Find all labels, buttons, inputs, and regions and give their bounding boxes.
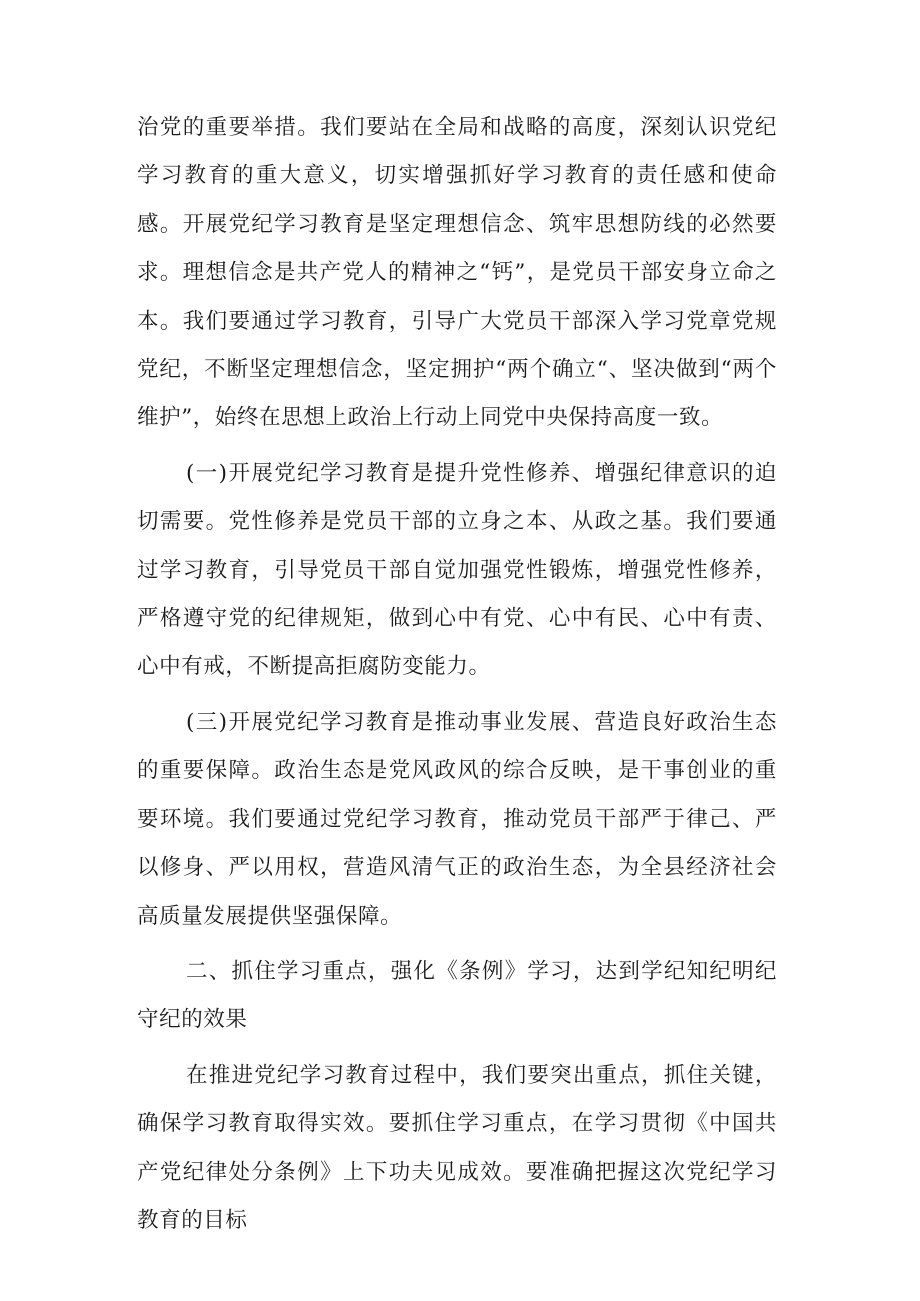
section-heading-two: 二、抓住学习重点，强化《条例》学习，达到学纪知纪明纪守纪的效果 [137,958,777,1033]
document-body [137,104,777,1252]
paragraph-continued: 治党的重要举措。我们要站在全局和战略的高度，深刻认识党纪学习教育的重大意义，切实增强抓好学习教育的责任感和使命感。开展党纪学习教育是坚定理想信念、筑牢思想防线的必然要求。理想信念是共产党人的精神之“钙”，是党员干部安身立命之本。我们要通过学习教育，引导广大党员干部深入学习党章党规党纪，不断坚定理想信念，坚定拥护“两个确立“、坚决做到“两个维护”，始终在思想上政治上行动上同党中央保持高度一致。 [137,115,777,431]
paragraph-study-focus: 在推进党纪学习教育过程中，我们要突出重点，抓住关键，确保学习教育取得实效。要抓住学习重点，在学习贯彻《中国共产党纪律处分条例》上下功夫见成效。要准确把握这次党纪学习教育的目标 [137,1062,777,1233]
paragraph-section-one: (一)开展党纪学习教育是提升党性修养、增强纪律意识的迫切需要。党性修养是党员干部的立身之本、从政之基。我们要通过学习教育，引导党员干部自觉加强党性锻炼，增强党性修养，严格遵守党的纪律规矩，做到心中有党、心中有民、心中有责、心中有戒，不断提高拒腐防变能力。 [137,460,777,680]
paragraph-section-three: (三)开展党纪学习教育是推动事业发展、营造良好政治生态的重要保障。政治生态是党风政风的综合反映，是干事创业的重要环境。我们要通过党纪学习教育，推动党员干部严于律己、严以修身、严以用权，营造风清气正的政治生态，为全县经济社会高质量发展提供坚强保障。 [137,709,777,929]
